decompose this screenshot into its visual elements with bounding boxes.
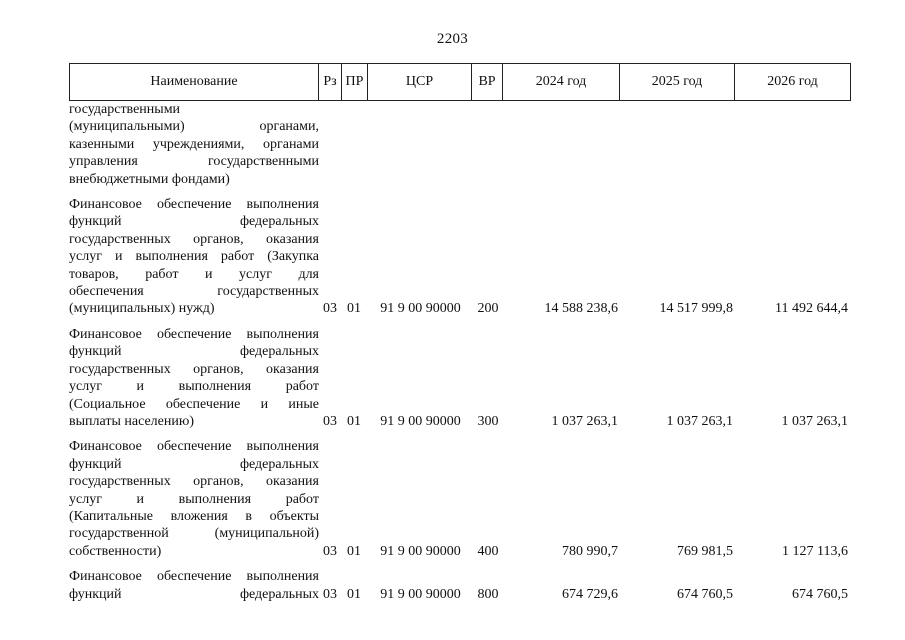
header-year-2026: 2026 год — [735, 64, 851, 101]
header-year-2024: 2024 год — [503, 64, 620, 101]
name-line: функций федеральных — [69, 586, 319, 602]
name-line: функций федеральных — [69, 214, 319, 230]
name-line: выплаты населению) — [69, 413, 194, 429]
header-year-2025: 2025 год — [620, 64, 735, 101]
name-line: обеспечения государственных — [69, 284, 319, 300]
name-line: (муниципальных) нужд) — [69, 301, 215, 317]
header-rz: Рз — [319, 64, 342, 101]
name-line: функций федеральных — [69, 456, 319, 472]
name-line: государственных органов, оказания — [69, 361, 319, 377]
name-line: услуг и выполнения работ — [69, 491, 319, 507]
cell-pr: 01 — [347, 586, 361, 602]
name-line: собственности) — [69, 543, 162, 559]
header-pr: ПР — [342, 64, 368, 101]
name-line: (Капитальные вложения в объекты — [69, 508, 319, 524]
cell-2026: 1 037 263,1 — [781, 413, 848, 429]
cell-rz: 03 — [323, 301, 337, 317]
name-line: государственных органов, оказания — [69, 231, 319, 247]
page-number: 2203 — [436, 31, 469, 47]
header-vr: ВР — [472, 64, 503, 101]
cell-pr: 01 — [347, 543, 361, 559]
name-line: казенными учреждениями, органами — [69, 136, 319, 152]
cell-2024: 780 990,7 — [562, 543, 618, 559]
cell-vr: 400 — [477, 543, 499, 559]
name-line: Финансовое обеспечение выполнения — [69, 197, 319, 213]
cell-rz: 03 — [323, 413, 337, 429]
name-line: Финансовое обеспечение выполнения — [69, 569, 319, 585]
cell-rz: 03 — [323, 586, 337, 602]
table-body — [69, 101, 850, 603]
cell-2025: 1 037 263,1 — [666, 413, 733, 429]
cell-2025: 769 981,5 — [677, 543, 733, 559]
cell-csr: 91 9 00 90000 — [380, 543, 461, 559]
cell-vr: 200 — [477, 301, 499, 317]
cell-pr: 01 — [347, 301, 361, 317]
cell-2026: 1 127 113,6 — [782, 543, 848, 559]
name-line: услуг и выполнения работ (Закупка — [69, 249, 319, 265]
table-row — [69, 101, 850, 188]
name-line: государственных органов, оказания — [69, 474, 319, 490]
row-name — [69, 101, 319, 188]
cell-csr: 91 9 00 90000 — [380, 413, 461, 429]
table-row — [69, 196, 850, 318]
cell-pr: 01 — [347, 413, 361, 429]
cell-2026: 11 492 644,4 — [775, 301, 848, 317]
row-name — [69, 438, 319, 560]
cell-vr: 800 — [477, 586, 499, 602]
cell-2025: 674 760,5 — [677, 586, 733, 602]
row-name — [69, 196, 319, 318]
table-row — [69, 326, 850, 430]
table-row — [69, 568, 850, 603]
name-line: (муниципальными) органами, — [69, 119, 319, 135]
name-line: услуг и выполнения работ — [69, 379, 319, 395]
name-line: товаров, работ и услуг для — [69, 266, 319, 282]
name-line: Финансовое обеспечение выполнения — [69, 439, 319, 455]
cell-2024: 14 588 238,6 — [544, 301, 618, 317]
cell-csr: 91 9 00 90000 — [380, 301, 461, 317]
header-name: Наименование — [70, 64, 319, 101]
name-line: государственной (муниципальной) — [69, 526, 319, 542]
row-name — [69, 568, 319, 603]
cell-vr: 300 — [477, 413, 499, 429]
cell-2024: 674 729,6 — [562, 586, 618, 602]
row-name — [69, 326, 319, 430]
cell-2025: 14 517 999,8 — [659, 301, 733, 317]
cell-csr: 91 9 00 90000 — [380, 586, 461, 602]
name-line: внебюджетными фондами) — [69, 171, 230, 187]
table-row — [69, 438, 850, 560]
name-line: государственными — [69, 102, 181, 117]
cell-rz: 03 — [323, 543, 337, 559]
name-line: функций федеральных — [69, 344, 319, 360]
table-header — [69, 63, 851, 101]
header-csr: ЦСР — [368, 64, 472, 101]
name-line: управления государственными — [69, 154, 319, 170]
name-line: Финансовое обеспечение выполнения — [69, 326, 319, 342]
name-line: (Социальное обеспечение и иные — [69, 396, 319, 412]
cell-2024: 1 037 263,1 — [551, 413, 618, 429]
cell-2026: 674 760,5 — [792, 586, 848, 602]
